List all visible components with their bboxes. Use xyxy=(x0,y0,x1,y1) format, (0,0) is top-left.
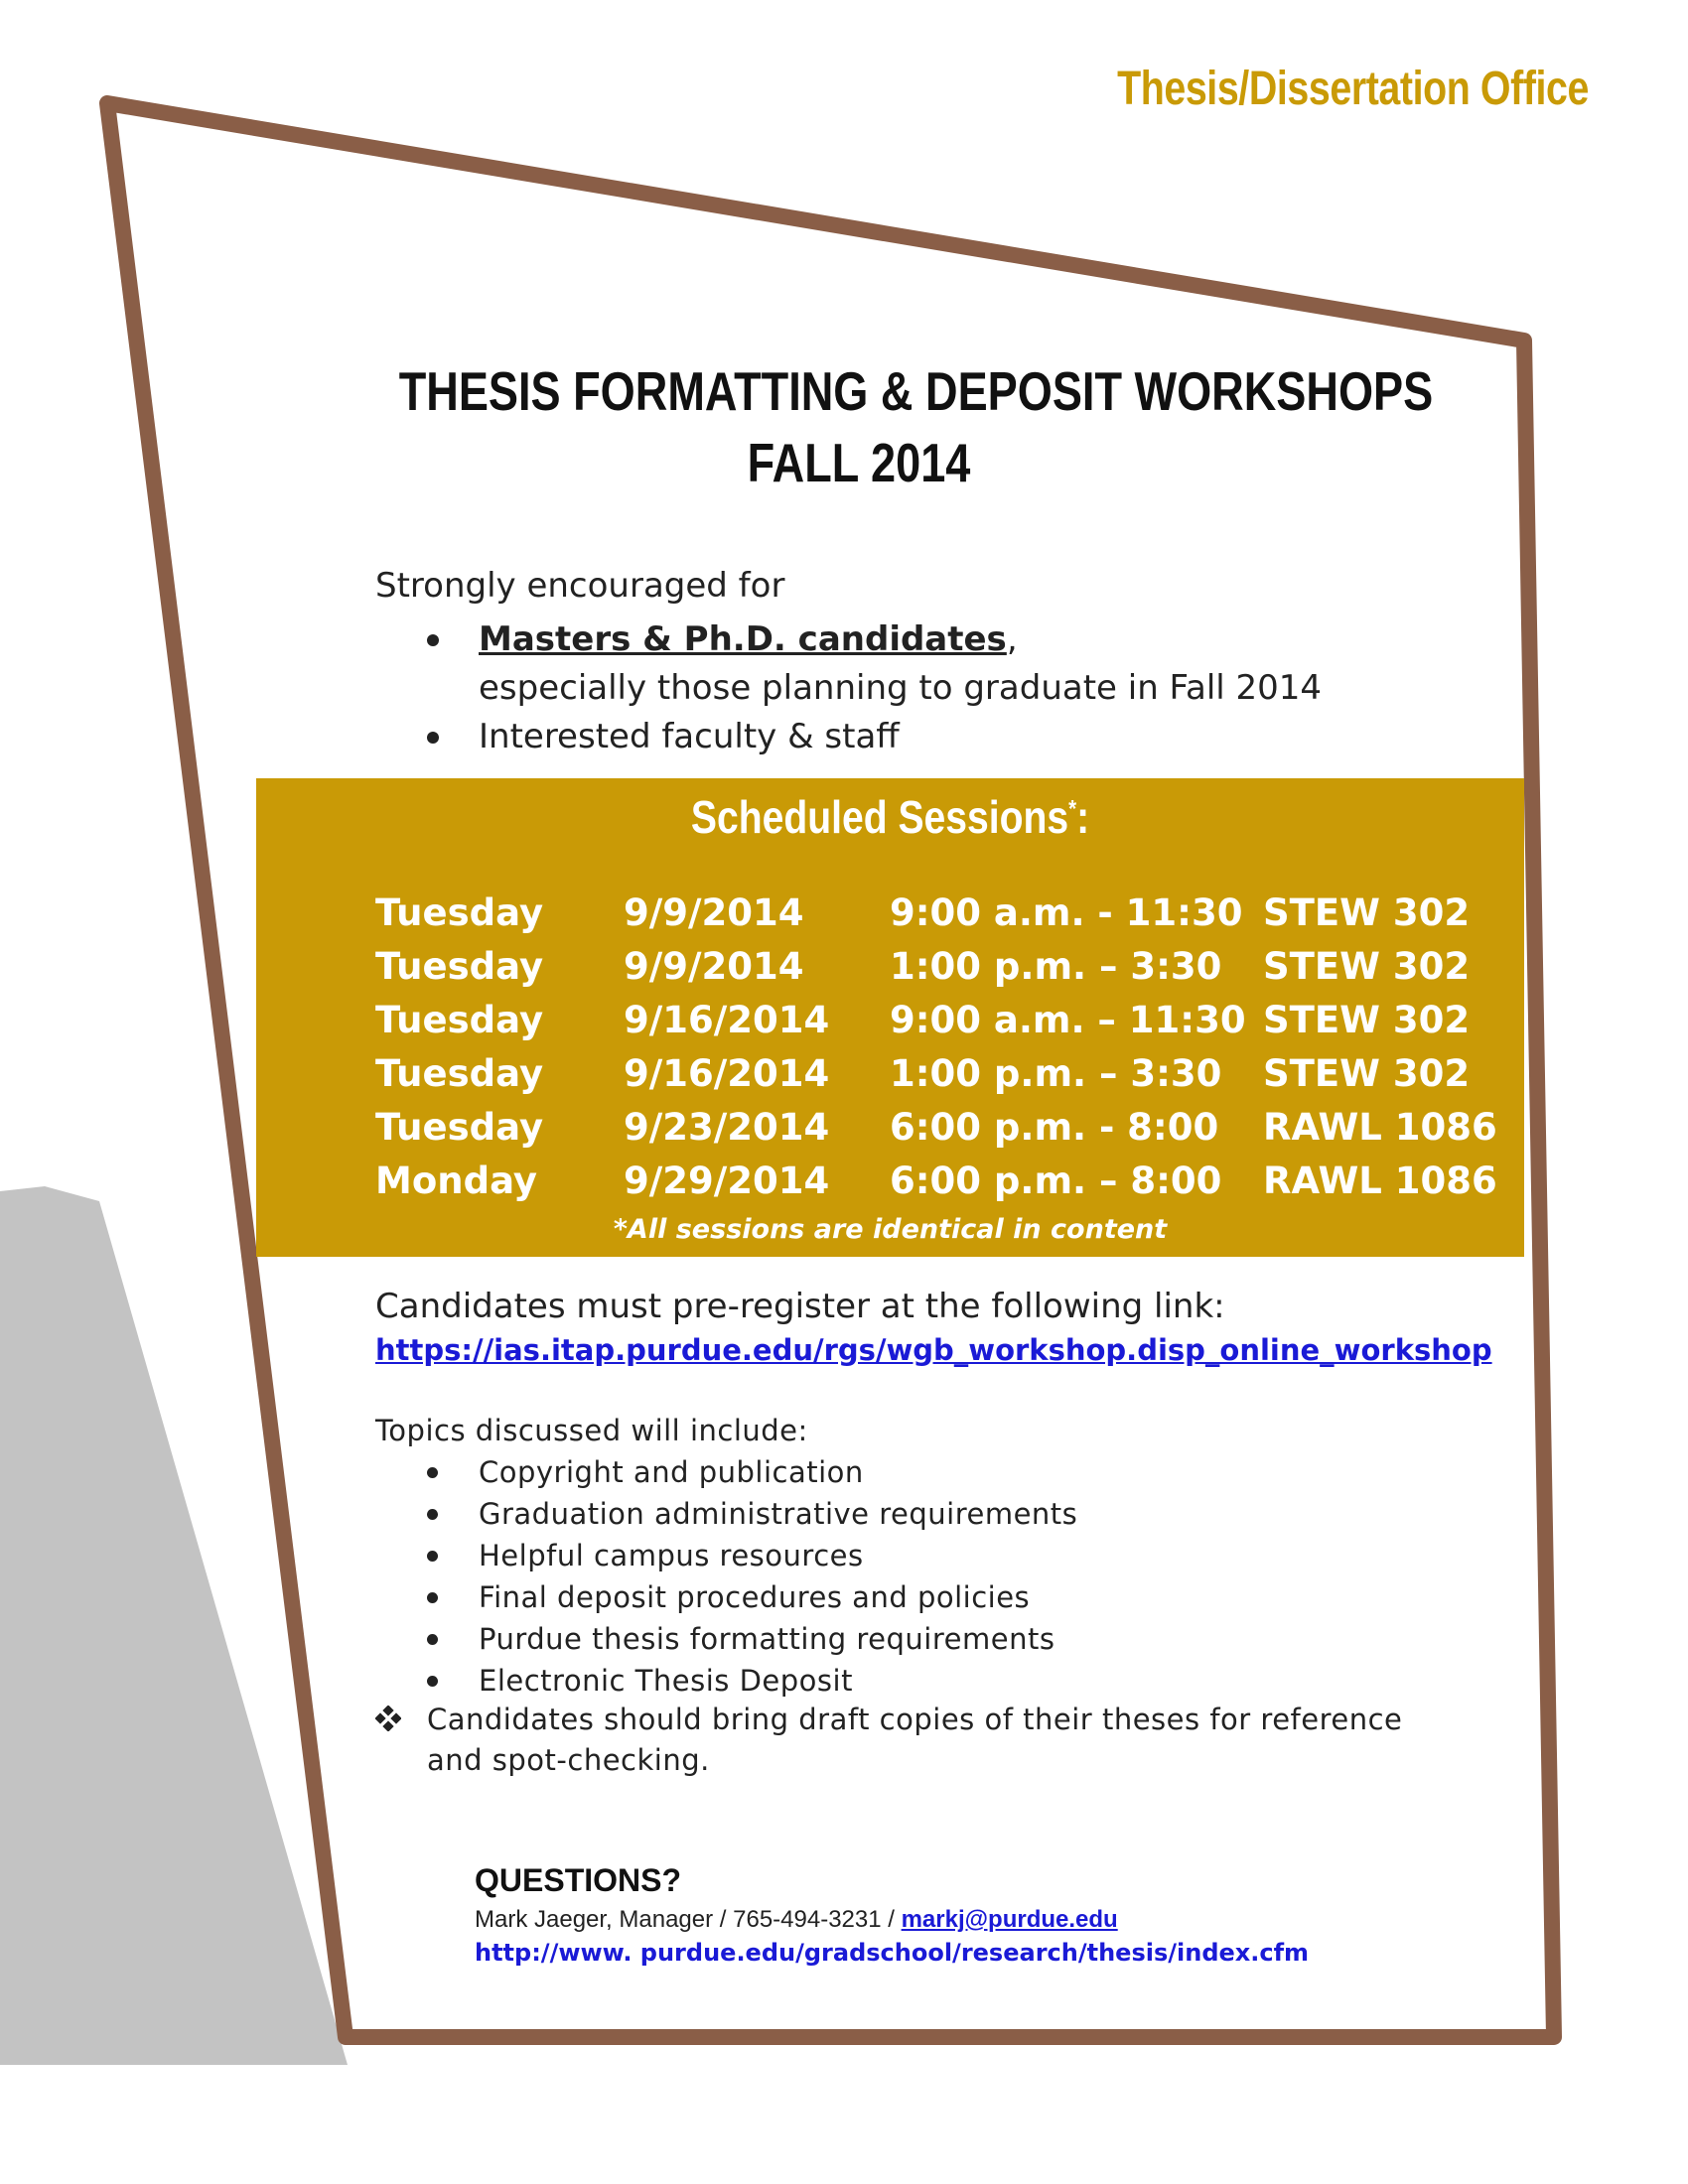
bullet-icon xyxy=(427,732,439,744)
contact-text: Mark Jaeger, Manager / 765-494-3231 / xyxy=(475,1906,902,1933)
bullet-icon xyxy=(427,1509,438,1520)
asterisk-mark: * xyxy=(1068,795,1077,823)
session-day: Tuesday xyxy=(375,945,544,988)
session-date: 9/16/2014 xyxy=(624,999,830,1041)
topic-text: Copyright and publication xyxy=(479,1455,864,1489)
session-day: Tuesday xyxy=(375,1106,544,1149)
page-subtitle: FALL 2014 xyxy=(747,432,971,493)
list-item xyxy=(427,1618,1077,1660)
session-room: RAWL 1086 xyxy=(1263,1160,1497,1202)
sessions-heading-text: Scheduled Sessions xyxy=(690,791,1069,843)
session-date: 9/9/2014 xyxy=(624,945,804,988)
diamond-bullet-icon xyxy=(375,1706,401,1731)
list-item xyxy=(427,1493,1077,1535)
list-item xyxy=(427,615,1322,713)
office-name: Thesis/Dissertation Office xyxy=(1117,63,1589,115)
bullet-icon xyxy=(427,1467,438,1478)
page-title: THESIS FORMATTING & DEPOSIT WORKSHOPS xyxy=(398,360,1434,422)
session-date: 9/16/2014 xyxy=(624,1052,830,1095)
topic-text: Final deposit procedures and policies xyxy=(479,1580,1031,1614)
list-item xyxy=(427,713,1322,761)
topic-text: Helpful campus resources xyxy=(479,1539,864,1572)
heading-colon: : xyxy=(1076,791,1090,843)
bullet-icon xyxy=(427,1676,438,1687)
topics-list xyxy=(427,1451,1077,1702)
draft-copies-note xyxy=(375,1700,1458,1781)
session-day: Tuesday xyxy=(375,891,544,934)
audience-detail: especially those planning to graduate in Fall 2014 xyxy=(479,668,1323,708)
bullet-icon xyxy=(427,634,439,646)
session-time: 9:00 a.m. – 11:30 xyxy=(890,999,1246,1041)
session-time: 6:00 p.m. – 8:00 xyxy=(890,1160,1222,1202)
session-date: 9/29/2014 xyxy=(624,1160,830,1202)
sessions-note: *All sessions are identical in content xyxy=(613,1214,1168,1245)
topic-text: Purdue thesis formatting requirements xyxy=(479,1622,1055,1656)
email-link[interactable]: markj@purdue.edu xyxy=(901,1906,1118,1933)
comma: , xyxy=(1006,619,1018,659)
audience-intro: Strongly encouraged for xyxy=(375,566,785,606)
topic-text: Electronic Thesis Deposit xyxy=(479,1664,853,1698)
session-date: 9/9/2014 xyxy=(624,891,804,934)
bullet-icon xyxy=(427,1634,438,1645)
note-text: Candidates should bring draft copies of their theses for reference and spot-checking. xyxy=(427,1703,1403,1777)
session-room: STEW 302 xyxy=(1263,891,1471,934)
session-time: 1:00 p.m. – 3:30 xyxy=(890,1052,1222,1095)
session-time: 1:00 p.m. – 3:30 xyxy=(890,945,1222,988)
session-time: 9:00 a.m. - 11:30 xyxy=(890,891,1243,934)
session-room: RAWL 1086 xyxy=(1263,1106,1497,1149)
session-day: Tuesday xyxy=(375,999,544,1041)
list-item xyxy=(427,1451,1077,1493)
questions-heading: QUESTIONS? xyxy=(475,1862,682,1898)
bullet-icon xyxy=(427,1551,438,1562)
list-item xyxy=(427,1576,1077,1618)
session-time: 6:00 p.m. - 8:00 xyxy=(890,1106,1219,1149)
audience-emphasis: Masters & Ph.D. candidates xyxy=(479,619,1007,659)
session-day: Tuesday xyxy=(375,1052,544,1095)
session-date: 9/23/2014 xyxy=(624,1106,830,1149)
list-item xyxy=(427,1535,1077,1576)
audience-item: Interested faculty & staff xyxy=(479,717,900,756)
audience-list xyxy=(427,615,1322,761)
registration-text: Candidates must pre-register at the following link: xyxy=(375,1287,1225,1326)
topic-text: Graduation administrative requirements xyxy=(479,1497,1078,1531)
list-item xyxy=(427,1660,1077,1702)
session-room: STEW 302 xyxy=(1263,999,1471,1041)
registration-link[interactable]: https://ias.itap.purdue.edu/rgs/wgb_workshop.disp_online_workshop xyxy=(375,1333,1492,1367)
bullet-icon xyxy=(427,1592,438,1603)
thesis-office-url[interactable]: http://www. purdue.edu/gradschool/research/thesis/index.cfm xyxy=(475,1939,1310,1967)
session-room: STEW 302 xyxy=(1263,945,1471,988)
topics-intro: Topics discussed will include: xyxy=(375,1414,808,1447)
sessions-heading xyxy=(352,790,1429,844)
session-room: STEW 302 xyxy=(1263,1052,1471,1095)
contact-line xyxy=(475,1906,1118,1934)
session-day: Monday xyxy=(375,1160,538,1202)
